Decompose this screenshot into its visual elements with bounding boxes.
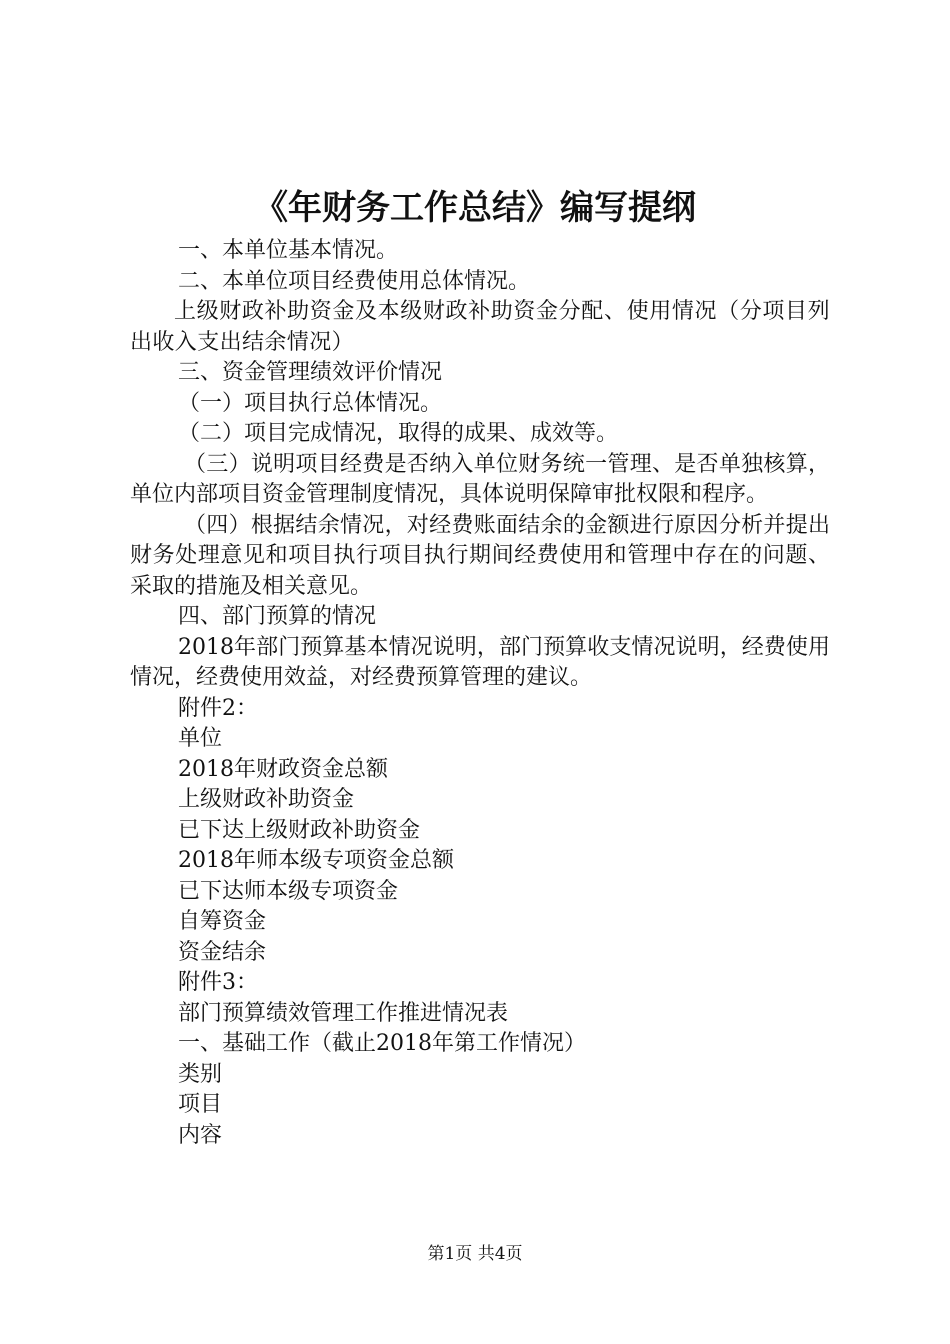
paragraph-project-execution: （一）项目执行总体情况。 <box>178 390 443 416</box>
list-item: 已下达师本级专项资金 <box>178 878 399 904</box>
list-item: 类别 <box>178 1061 223 1087</box>
list-item: 2018年师本级专项资金总额 <box>178 848 454 873</box>
list-item: 单位 <box>178 726 223 751</box>
paragraph-project-completion: （二）项目完成情况，取得的成果、成效等。 <box>178 421 619 446</box>
list-item: 2018年财政资金总额 <box>178 756 388 782</box>
paragraph-funding-distribution: 上级财政补助资金及本级财政补助资金分配、使用情况（分项目列出收入支出结余情况） <box>130 299 830 355</box>
paragraph-performance-evaluation: 三、资金管理绩效评价情况 <box>178 360 443 385</box>
paragraph-management-system: （三）说明项目经费是否纳入单位财务统一管理、是否单独核算，单位内部项目资金管理制度情况，具体说明保障审批权限和程序。 <box>130 451 830 507</box>
list-item: 自筹资金 <box>178 909 267 934</box>
list-item: 资金结余 <box>178 939 267 965</box>
paragraph-attachment-3: 附件3： <box>178 970 258 995</box>
table-title: 部门预算绩效管理工作推进情况表 <box>178 1000 509 1026</box>
paragraph-budget-description: 2018年部门预算基本情况说明，部门预算收支情况说明，经费使用情况，经费使用效益，对经费预算管理的建议。 <box>130 634 830 690</box>
page-footer: 第1页 共4页 <box>427 1244 523 1264</box>
paragraph-department-budget: 四、部门预算的情况 <box>178 604 377 629</box>
document-title: 《年财务工作总结》编写提纲 <box>254 188 696 228</box>
list-item: 已下达上级财政补助资金 <box>178 817 421 843</box>
list-item: 项目 <box>178 1092 223 1117</box>
list-item: 上级财政补助资金 <box>178 787 355 812</box>
paragraph-basic-info: 一、本单位基本情况。 <box>178 238 399 263</box>
list-item: 内容 <box>178 1122 223 1148</box>
document-body <box>130 236 830 1151</box>
paragraph-balance-analysis: （四）根据结余情况，对经费账面结余的金额进行原因分析并提出财务处理意见和项目执行项目执行期间经费使用和管理中存在的问题、采取的措施及相关意见。 <box>130 512 830 599</box>
paragraph-funding-overview: 二、本单位项目经费使用总体情况。 <box>178 268 531 294</box>
section-heading: 一、基础工作（截止2018年第工作情况） <box>178 1031 586 1056</box>
paragraph-attachment-2: 附件2： <box>178 695 258 721</box>
